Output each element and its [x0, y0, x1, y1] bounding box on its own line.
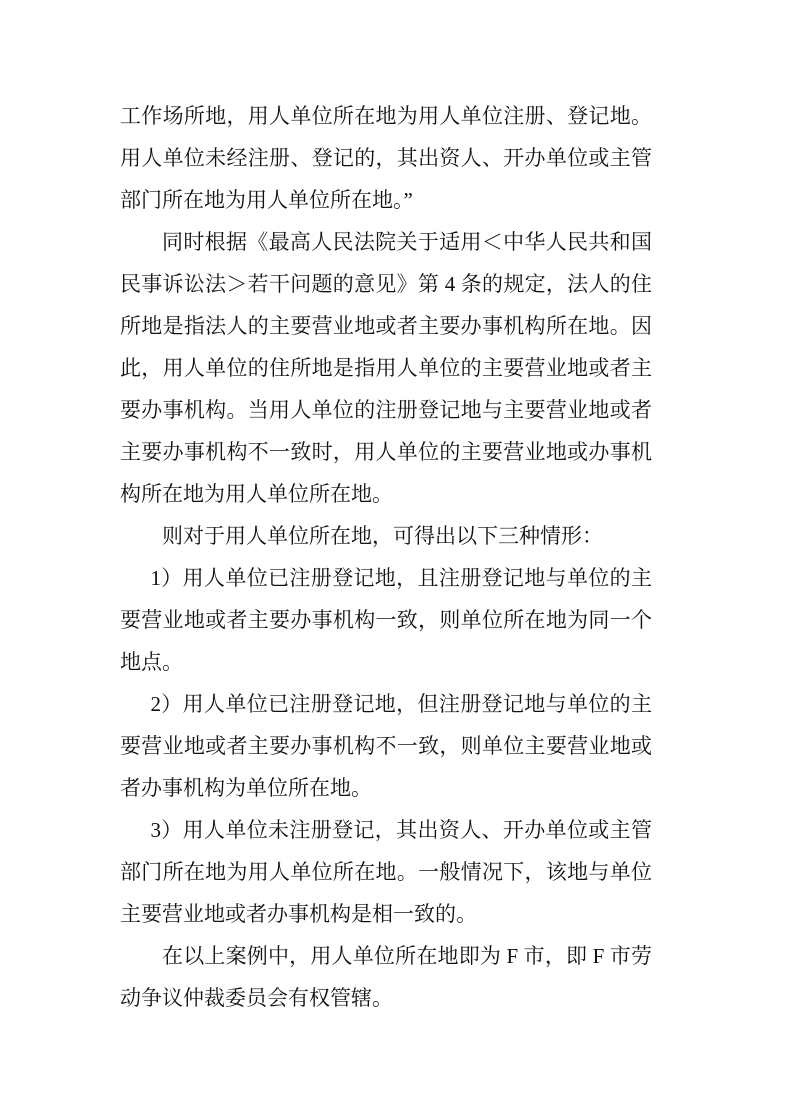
text-line: 构所在地为用人单位所在地。 — [120, 482, 393, 506]
text-line: 在以上案例中，用人单位所在地即为 F 市，即 F 市劳 — [162, 944, 652, 968]
text-line: 则对于用人单位所在地，可得出以下三种情形： — [162, 524, 603, 548]
document-body — [120, 95, 652, 1019]
text-line: 要营业地或者主要办事机构不一致，则单位主要营业地或 — [120, 734, 652, 758]
text-line: 部门所在地为用人单位所在地。一般情况下，该地与单位 — [120, 860, 652, 884]
text-line: 2）用人单位已注册登记地，但注册登记地与单位的主 — [150, 692, 652, 716]
text-line: 动争议仲裁委员会有权管辖。 — [120, 986, 393, 1010]
text-line: 此，用人单位的住所地是指用人单位的主要营业地或者主 — [120, 356, 652, 380]
text-line: 要营业地或者主要办事机构一致，则单位所在地为同一个 — [120, 608, 652, 632]
paragraph-7 — [120, 935, 652, 1019]
paragraph-5 — [120, 683, 652, 809]
text-line: 用人单位未经注册、登记的，其出资人、开办单位或主管 — [120, 146, 652, 170]
text-line: 民事诉讼法＞若干问题的意见》第 4 条的规定，法人的住 — [120, 272, 652, 296]
paragraph-3 — [120, 515, 652, 557]
paragraph-4 — [120, 557, 652, 683]
paragraph-2 — [120, 221, 652, 515]
text-line: 主要办事机构不一致时，用人单位的主要营业地或办事机 — [120, 440, 652, 464]
text-line: 地点。 — [120, 650, 183, 674]
text-line: 部门所在地为用人单位所在地。” — [120, 188, 413, 212]
text-line: 同时根据《最高人民法院关于适用＜中华人民共和国 — [162, 230, 652, 254]
text-line: 主要营业地或者办事机构是相一致的。 — [120, 902, 477, 926]
text-line: 工作场所地，用人单位所在地为用人单位注册、登记地。 — [120, 104, 652, 128]
text-line: 者办事机构为单位所在地。 — [120, 776, 372, 800]
text-line: 要办事机构。当用人单位的注册登记地与主要营业地或者 — [120, 398, 652, 422]
text-line: 所地是指法人的主要营业地或者主要办事机构所在地。因 — [120, 314, 652, 338]
paragraph-6 — [120, 809, 652, 935]
text-line: 1）用人单位已注册登记地，且注册登记地与单位的主 — [150, 566, 652, 590]
paragraph-1 — [120, 95, 652, 221]
text-line: 3）用人单位未注册登记，其出资人、开办单位或主管 — [150, 818, 652, 842]
